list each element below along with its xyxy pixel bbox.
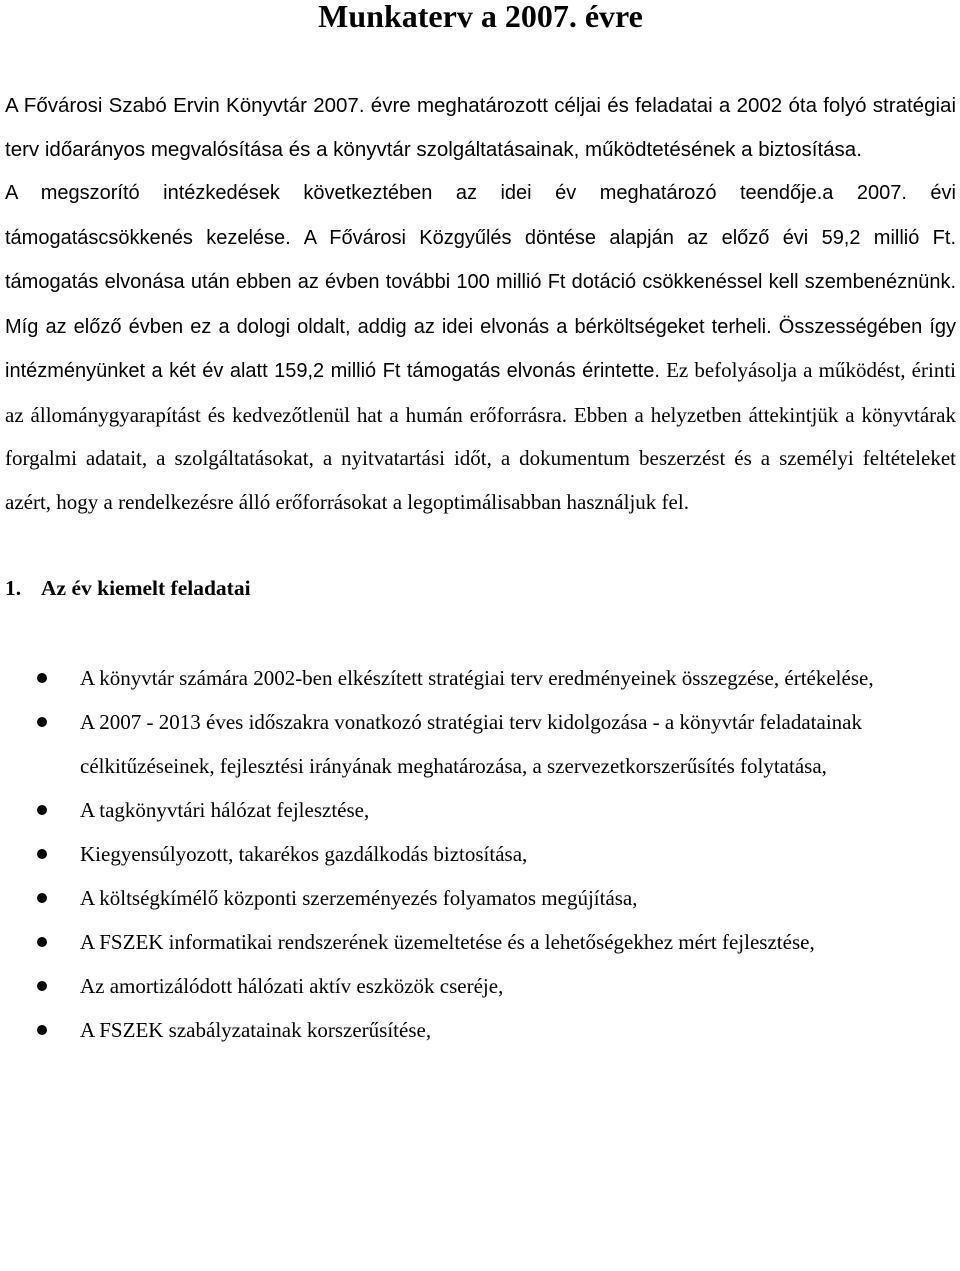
bullet-icon	[37, 805, 47, 815]
bullet-icon	[37, 981, 47, 991]
intro-paragraph	[5, 84, 956, 524]
section-title: Az év kiemelt feladatai	[41, 576, 251, 600]
bullet-icon	[37, 673, 47, 683]
task-list	[5, 656, 956, 1052]
intro-text-impact: Ez befolyásolja a működést, érinti az állománygyarapítást és kedvezőtlenül hat a humán erőforrásra. Ebben a helyzetben áttekintjük a könyvtárak forgalmi adatait, a szolgáltatásokat, a nyitvatartási időt, a dokumentum beszerzést és a személyi feltételeket azért, hogy a rendelkezésre álló erőforrásokat a legoptimálisabban használjuk fel.	[5, 358, 956, 514]
bullet-icon	[37, 717, 47, 727]
intro-text-austerity: A megszorító intézkedések következtében az idei év meghatározó teendője.a 2007. évi támogatáscsökkenés kezelése.	[5, 182, 956, 249]
list-item	[5, 876, 956, 920]
intro-text-goals: A Fővárosi Szabó Ervin Könyvtár 2007. évre meghatározott céljai és feladatai a 2002 óta folyó stratégiai terv időarányos megvalósítása és a könyvtár szolgáltatásainak, működtetésének a biztosítása.	[5, 94, 956, 161]
bullet-icon	[37, 937, 47, 947]
section-number: 1.	[5, 576, 22, 600]
document-title: Munkaterv a 2007. évre	[318, 0, 643, 34]
list-item-text: A költségkímélő központi szerzeményezés folyamatos megújítása,	[80, 886, 638, 910]
list-item-text: A könyvtár számára 2002-ben elkészített stratégiai terv eredményeinek összegzése, értékelése,	[80, 666, 874, 690]
list-item	[5, 920, 956, 964]
list-item	[5, 964, 956, 1008]
intro-text-funding-cut: A Fővárosi Közgyűlés döntése alapján az előző évi 59,2 millió Ft. támogatás elvonása után ebben az évben további 100 millió Ft dotáció csökkenéssel kell szembenéznünk. Míg az előző évben ez a dologi oldalt, addig az idei elvonás a bérköltségeket terheli. Összességében így intézményünket a két év alatt 159,2 millió Ft támogatás elvonás érintette.	[5, 226, 956, 382]
bullet-icon	[37, 893, 47, 903]
list-item	[5, 1008, 956, 1052]
list-item-text: A 2007 - 2013 éves időszakra vonatkozó stratégiai terv kidolgozása - a könyvtár feladatainak célkitűzéseinek, fejlesztési irányának meghatározása, a szervezetkorszerűsítés folytatása,	[80, 710, 862, 778]
list-item-text: A FSZEK informatikai rendszerének üzemeltetése és a lehetőségekhez mért fejlesztése,	[80, 930, 815, 954]
list-item	[5, 656, 956, 700]
list-item	[5, 832, 956, 876]
bullet-icon	[37, 849, 47, 859]
list-item	[5, 788, 956, 832]
list-item-text: Az amortizálódott hálózati aktív eszközök cseréje,	[80, 974, 504, 998]
list-item	[5, 700, 956, 788]
list-item-text: Kiegyensúlyozott, takarékos gazdálkodás biztosítása,	[80, 842, 528, 866]
section-heading	[5, 568, 956, 608]
list-item-text: A FSZEK szabályzatainak korszerűsítése,	[80, 1018, 432, 1042]
list-item-text: A tagkönyvtári hálózat fejlesztése,	[80, 798, 370, 822]
bullet-icon	[37, 1025, 47, 1035]
